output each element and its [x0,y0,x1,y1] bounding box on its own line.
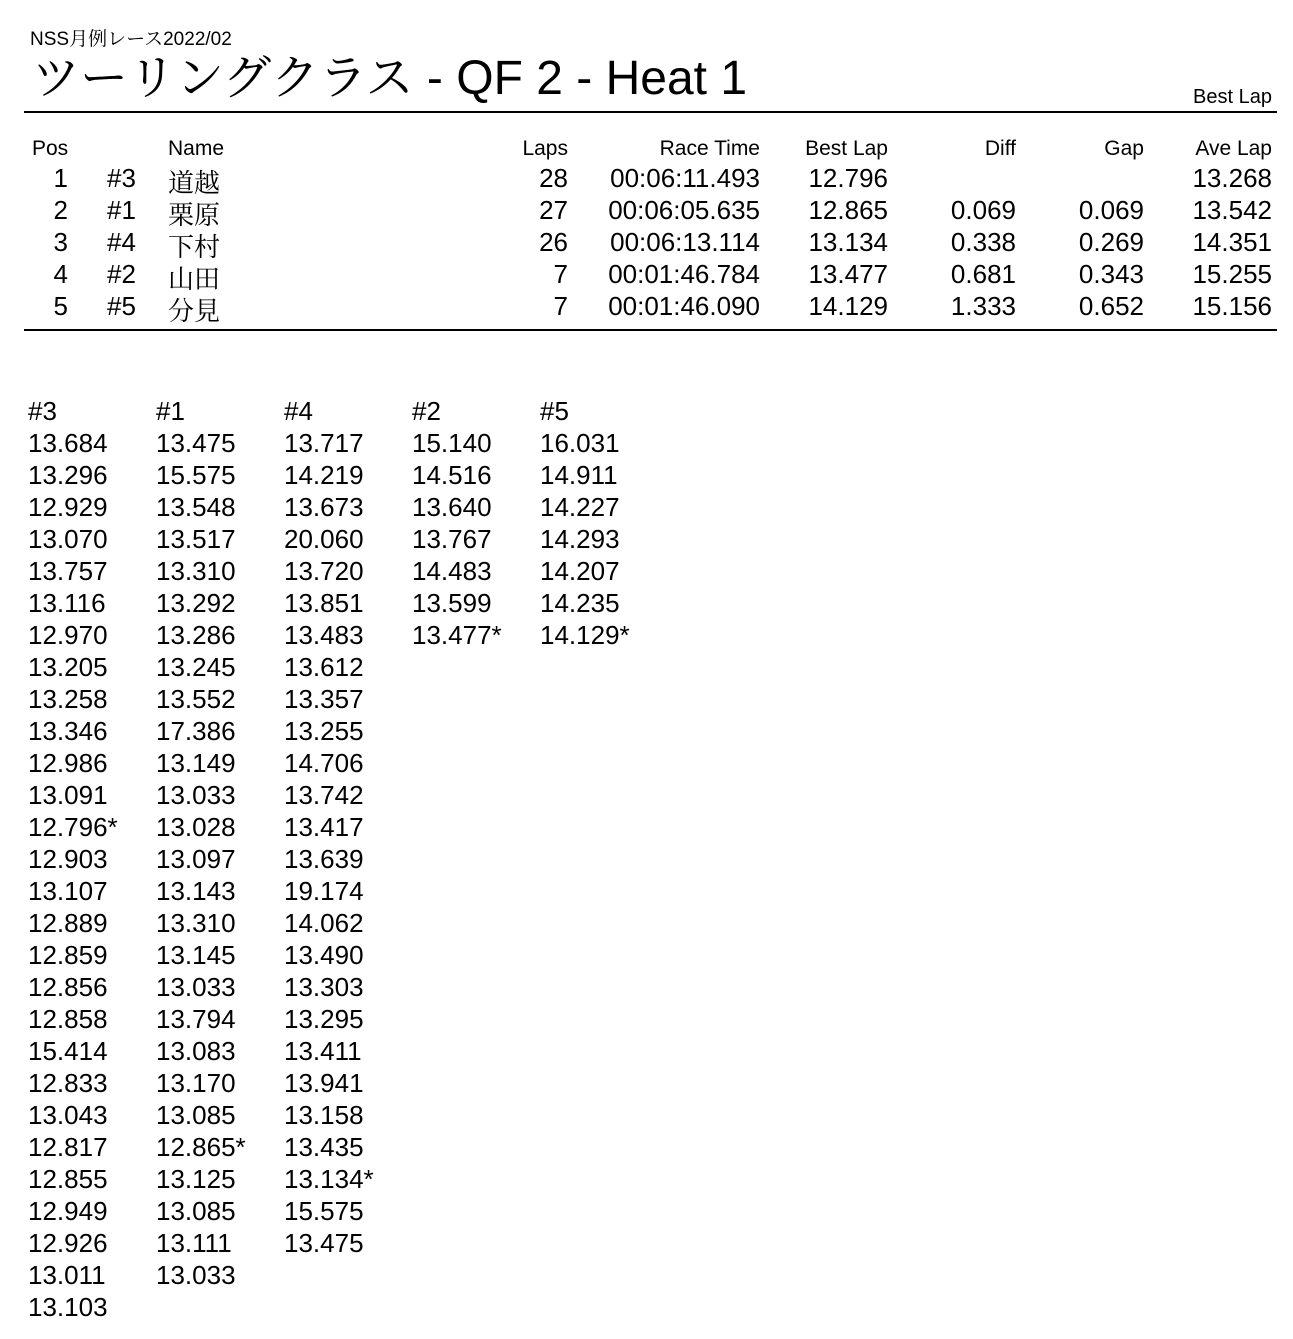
laps-cell: 27 [539,195,568,225]
lap-time: 13.742 [284,780,364,810]
driver-name-cell: 栗原 [168,200,221,230]
lap-time: 13.083 [156,1036,236,1066]
lap-time: 14.706 [284,748,364,778]
lap-time: 13.245 [156,652,236,682]
lap-time: 13.107 [28,876,108,906]
driver-name-cell: 道越 [168,168,221,198]
lap-time: 12.889 [28,908,108,938]
lap-time: 14.293 [540,524,620,554]
lap-time: 13.639 [284,844,364,874]
event-subtitle: NSS月例レース2022/02 [30,29,232,50]
race-time-cell: 00:01:46.090 [608,291,760,321]
lap-time: 13.684 [28,428,108,458]
lap-time: 13.357 [284,684,364,714]
lap-time: 13.346 [28,716,108,746]
col-pos-header: Pos [32,137,69,160]
lap-time: 17.386 [156,716,236,746]
lap-time: 13.475 [284,1228,364,1258]
lap-column-header: #2 [412,396,441,426]
race-time-cell: 00:06:13.114 [610,227,760,257]
lap-time: 14.911 [540,460,618,490]
gap-cell: 0.269 [1078,227,1144,257]
col-ave-lap-header: Ave Lap [1195,137,1272,160]
lap-time: 13.043 [28,1100,108,1130]
page-title: ツーリングクラス - QF 2 - Heat 1 [32,52,748,105]
col-race-time-header: Race Time [659,137,760,160]
driver-name-cell: 分見 [168,296,221,326]
lap-time: 15.414 [28,1036,108,1066]
lap-time: 13.085 [156,1100,236,1130]
pos-cell: 3 [53,227,68,257]
lap-time: 13.720 [284,556,364,586]
lap-time: 13.417 [284,812,364,842]
best-lap-cell: 12.865 [808,195,888,225]
lap-column-header: #3 [28,396,57,426]
car-number-cell: #3 [107,163,136,193]
laps-cell: 26 [539,227,568,257]
lap-column [540,395,668,651]
diff-cell: 1.333 [950,291,1016,321]
lap-time: 13.435 [284,1132,364,1162]
ave-lap-cell: 14.351 [1192,227,1272,257]
lap-time: 14.129* [540,620,630,650]
lap-time: 13.310 [156,556,236,586]
lap-time: 12.949 [28,1196,108,1226]
lap-time: 13.548 [156,492,236,522]
car-number-cell: #1 [107,195,136,225]
lap-time: 13.477* [412,620,502,650]
lap-time: 13.134* [284,1164,374,1194]
gap-cell: 0.652 [1078,291,1144,321]
lap-time: 13.116 [28,588,106,618]
lap-time: 13.258 [28,684,108,714]
lap-time: 13.483 [284,620,364,650]
lap-time: 13.310 [156,908,236,938]
pos-cell: 4 [53,259,68,289]
lap-time: 16.031 [540,428,620,458]
lap-time: 13.640 [412,492,492,522]
laps-cell: 28 [539,163,568,193]
table-row [0,227,1293,262]
diff-cell: 0.681 [950,259,1016,289]
lap-time: 12.865* [156,1132,246,1162]
lap-column-header: #5 [540,396,569,426]
col-laps-header: Laps [522,137,568,160]
lap-time: 13.125 [156,1164,236,1194]
laps-cell: 7 [553,259,568,289]
col-gap-header: Gap [1104,137,1144,160]
pos-cell: 5 [53,291,68,321]
lap-time: 13.033 [156,780,236,810]
lap-column [28,395,156,1323]
lap-column-header: #1 [156,396,185,426]
driver-name-cell: 下村 [168,232,221,262]
lap-time: 13.295 [284,1004,364,1034]
lap-time: 13.303 [284,972,364,1002]
lap-time: 20.060 [284,524,364,554]
lap-time: 13.011 [28,1260,106,1290]
lap-column [412,395,540,651]
lap-time: 13.149 [156,748,236,778]
lap-time: 13.205 [28,652,108,682]
lap-time: 14.207 [540,556,620,586]
results-divider [24,329,1277,331]
lap-time: 14.219 [284,460,364,490]
ave-lap-cell: 13.268 [1192,163,1272,193]
lap-time: 13.941 [284,1068,364,1098]
lap-time: 13.033 [156,972,236,1002]
lap-time: 13.028 [156,812,236,842]
lap-time: 13.717 [284,428,364,458]
lap-time: 13.794 [156,1004,236,1034]
lap-time: 13.145 [156,940,236,970]
ave-lap-cell: 15.156 [1192,291,1272,321]
pos-cell: 1 [53,163,68,193]
lap-time: 15.575 [156,460,236,490]
lap-time: 12.926 [28,1228,108,1258]
race-time-cell: 00:06:11.493 [610,163,760,193]
lap-time: 13.612 [284,652,364,682]
lap-time: 13.475 [156,428,236,458]
lap-time: 15.140 [412,428,492,458]
lap-time: 13.490 [284,940,364,970]
lap-time: 12.970 [28,620,108,650]
best-lap-cell: 14.129 [808,291,888,321]
lap-time: 12.929 [28,492,108,522]
lap-time: 13.143 [156,876,236,906]
col-best-lap-header: Best Lap [805,137,888,160]
col-name-header: Name [168,137,225,160]
diff-cell: 0.069 [950,195,1016,225]
lap-time: 13.673 [284,492,364,522]
lap-time: 13.851 [284,588,364,618]
lap-time: 13.599 [412,588,492,618]
col-diff-header: Diff [984,137,1016,160]
lap-time: 13.296 [28,460,108,490]
lap-time: 12.856 [28,972,108,1002]
best-lap-cell: 13.134 [808,227,888,257]
lap-time: 13.070 [28,524,108,554]
pos-cell: 2 [53,195,68,225]
lap-time: 13.517 [156,524,236,554]
race-time-cell: 00:06:05.635 [608,195,760,225]
lap-time: 13.552 [156,684,236,714]
driver-name-cell: 山田 [168,264,221,294]
lap-time: 14.227 [540,492,620,522]
lap-time: 12.796* [28,812,118,842]
best-lap-cell: 13.477 [808,259,888,289]
header-divider [24,111,1277,113]
lap-time: 12.833 [28,1068,108,1098]
lap-time: 13.411 [284,1036,362,1066]
best-lap-cell: 12.796 [808,163,888,193]
lap-time: 13.091 [28,780,108,810]
lap-time: 13.103 [28,1292,108,1322]
gap-cell: 0.343 [1078,259,1144,289]
lap-time: 13.255 [284,716,364,746]
lap-time: 14.483 [412,556,492,586]
lap-time: 14.062 [284,908,364,938]
lap-time: 13.111 [156,1228,232,1258]
lap-time: 13.170 [156,1068,236,1098]
ave-lap-cell: 13.542 [1192,195,1272,225]
lap-time: 13.286 [156,620,236,650]
car-number-cell: #5 [107,291,136,321]
lap-time: 13.158 [284,1100,364,1130]
ave-lap-cell: 15.255 [1192,259,1272,289]
lap-time: 13.292 [156,588,236,618]
lap-time: 12.986 [28,748,108,778]
car-number-cell: #4 [107,227,136,257]
lap-time: 12.859 [28,940,108,970]
lap-time: 13.767 [412,524,492,554]
lap-time: 12.903 [28,844,108,874]
lap-time: 13.757 [28,556,108,586]
table-row [0,259,1293,294]
lap-column [156,395,284,1291]
lap-time: 12.855 [28,1164,108,1194]
lap-time: 15.575 [284,1196,364,1226]
lap-column [284,395,412,1259]
laps-cell: 7 [553,291,568,321]
race-time-cell: 00:01:46.784 [608,259,760,289]
diff-cell: 0.338 [950,227,1016,257]
lap-column-header: #4 [284,396,313,426]
lap-time: 14.235 [540,588,620,618]
table-row [0,291,1293,326]
car-number-cell: #2 [107,259,136,289]
lap-time: 12.858 [28,1004,108,1034]
lap-time: 13.097 [156,844,236,874]
table-row [0,195,1293,230]
lap-time: 12.817 [28,1132,108,1162]
lap-time: 13.085 [156,1196,236,1226]
table-row [0,163,1293,198]
lap-time: 19.174 [284,876,364,906]
lap-time: 13.033 [156,1260,236,1290]
lap-time: 14.516 [412,460,492,490]
sort-label: Best Lap [1193,86,1272,108]
gap-cell: 0.069 [1078,195,1144,225]
